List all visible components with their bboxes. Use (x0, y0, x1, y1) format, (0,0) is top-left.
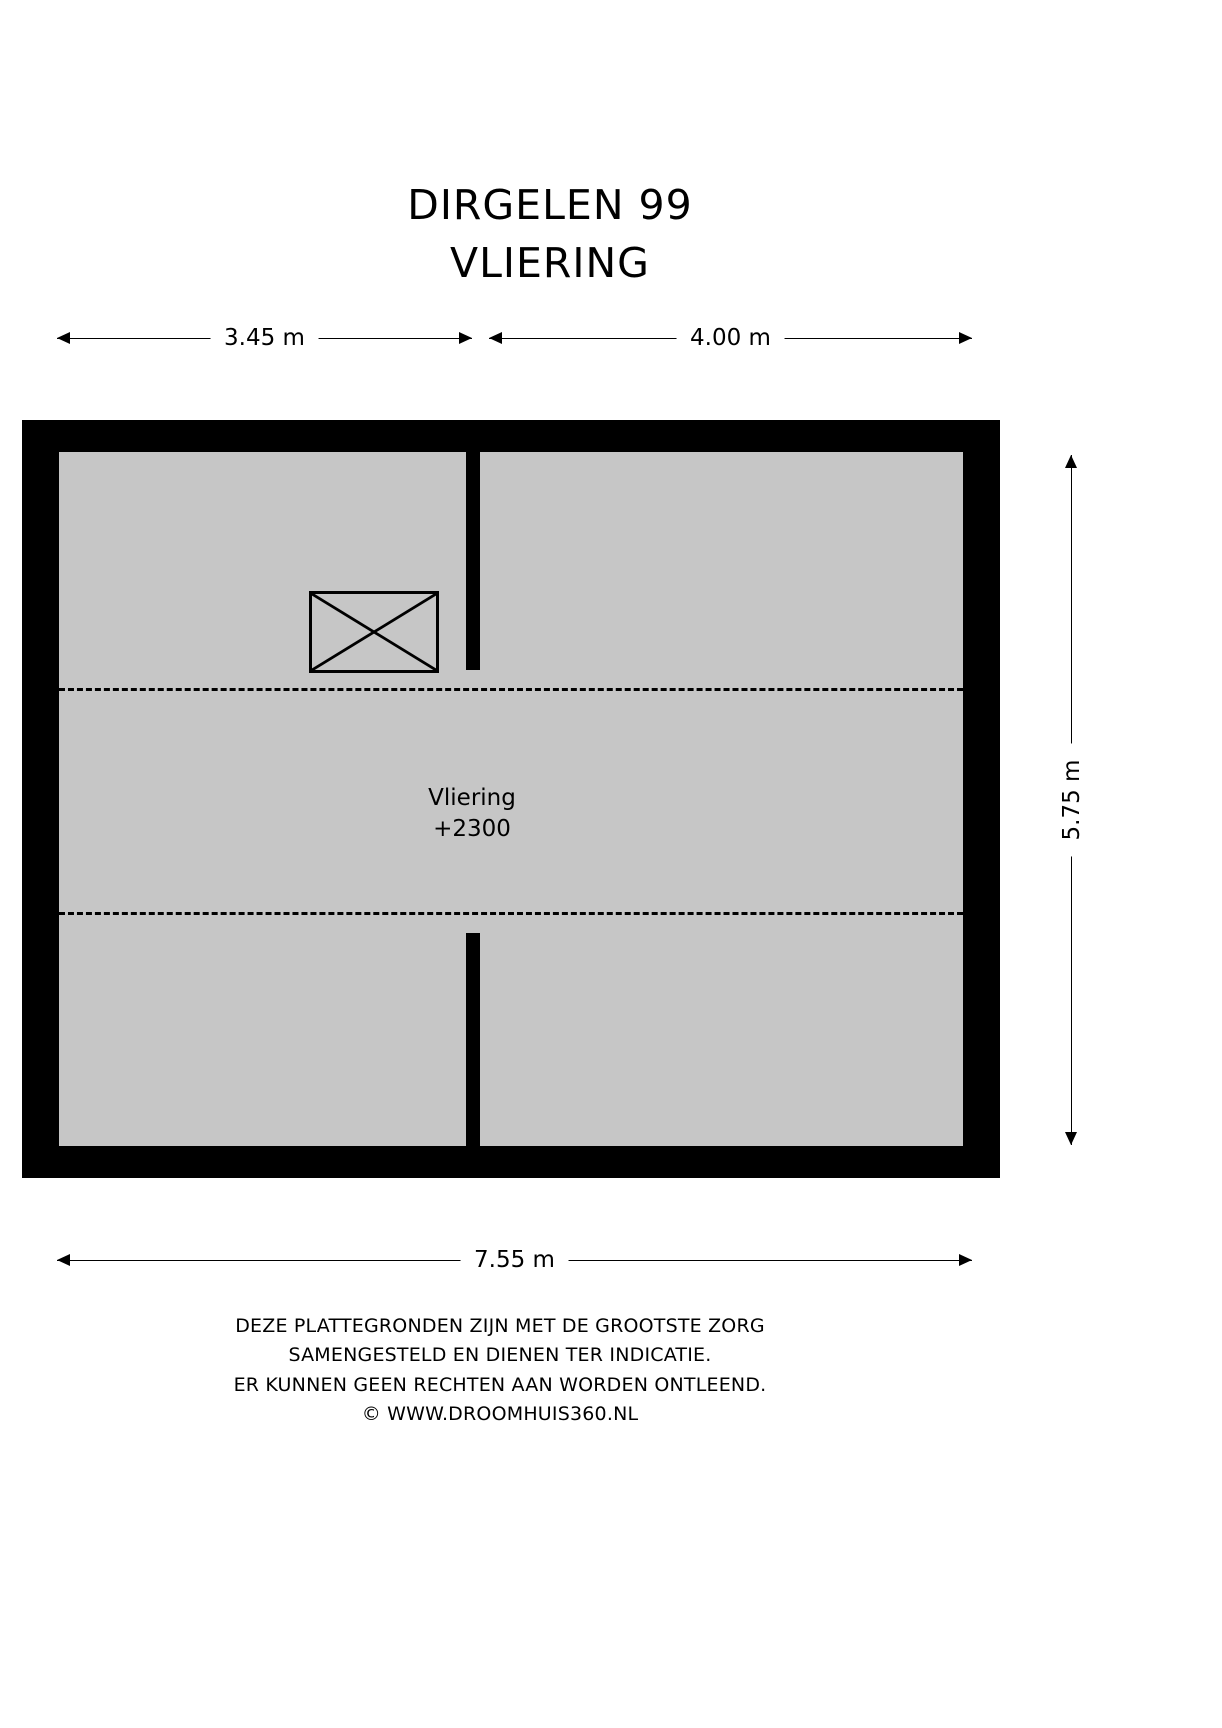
arrow-right-icon (959, 1254, 972, 1266)
crossed-rectangle-icon (309, 591, 439, 673)
arrow-left-icon (57, 332, 70, 344)
room-name: Vliering (428, 785, 516, 811)
title-floor: VLIERING (450, 239, 650, 288)
partition-wall-bottom (466, 933, 480, 1146)
disclaimer (0, 1312, 1000, 1430)
copyright-line: © WWW.DROOMHUIS360.NL (361, 1403, 639, 1426)
arrow-up-icon (1065, 455, 1077, 468)
title-address: DIRGELEN 99 (407, 181, 693, 229)
room-level: +2300 (433, 816, 511, 843)
dimension-top-left-label: 3.45 m (210, 320, 319, 356)
room-label (352, 783, 592, 845)
dimension-bottom (57, 1247, 972, 1273)
dimension-bottom-label: 7.55 m (460, 1242, 569, 1278)
knee-wall-line-lower (59, 912, 963, 915)
arrow-left-icon (57, 1254, 70, 1266)
dimension-right (1061, 455, 1083, 1145)
disclaimer-line-1: DEZE PLATTEGRONDEN ZIJN MET DE GROOTSTE ZORG (235, 1315, 765, 1337)
floor-plan (22, 420, 1000, 1178)
knee-wall-line-upper (59, 688, 963, 691)
dimension-right-label: 5.75 m (1055, 744, 1089, 857)
arrow-left-icon (489, 332, 502, 344)
dimension-top-right-label: 4.00 m (676, 320, 785, 356)
dimension-top-left (57, 325, 472, 351)
arrow-down-icon (1065, 1132, 1077, 1145)
disclaimer-line-3: ER KUNNEN GEEN RECHTEN AAN WORDEN ONTLEEND. (233, 1373, 767, 1396)
arrow-right-icon (459, 332, 472, 344)
page-title (0, 176, 1100, 292)
arrow-right-icon (959, 332, 972, 344)
partition-wall-top (466, 452, 480, 670)
disclaimer-line-2: SAMENGESTELD EN DIENEN TER INDICATIE. (288, 1344, 712, 1367)
dimension-top-right (489, 325, 972, 351)
